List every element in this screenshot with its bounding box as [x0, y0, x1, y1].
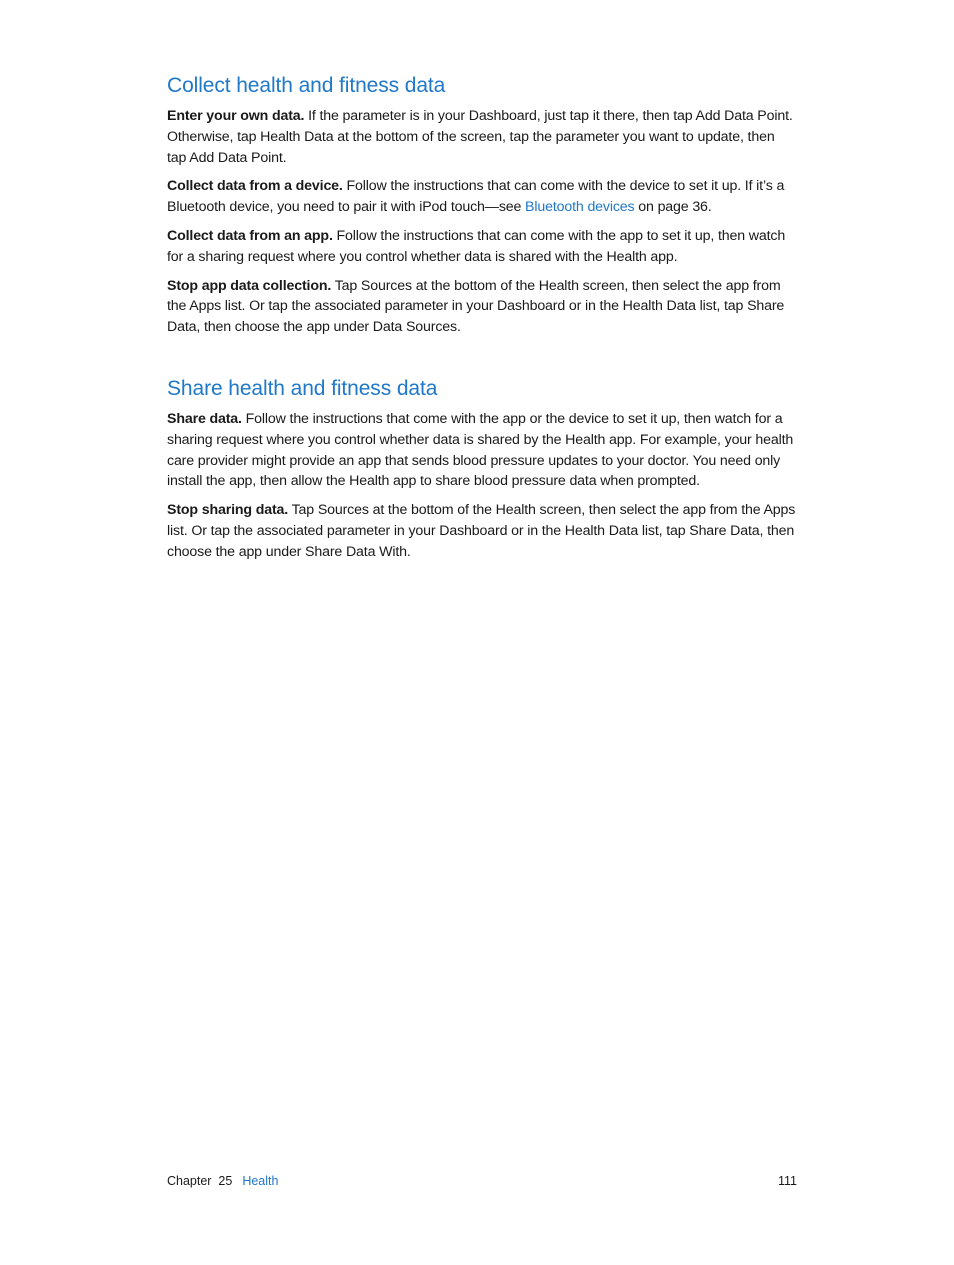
paragraph-text: Follow the instructions that can come with the device to set it up. If it’s a Bluetooth device, you need to pair it with iPod touch—see	[167, 178, 785, 216]
paragraph-text: Follow the instructions that come with the app or the device to set it up, then watch for a sharing request where you control whether data is shared by the Health app. For example, your health care provider might provide an app that sends blood pressure updates to your doctor. You need only install the app, then allow the Health app to share blood pressure data when prompted.	[167, 410, 794, 490]
paragraph-text: on page 36.	[634, 199, 712, 216]
paragraph-share-data	[167, 409, 797, 492]
paragraph-lead: Collect data from a device.	[167, 178, 343, 195]
paragraph-text: Tap Sources at the bottom of the Health screen, then select the app from the Apps list. Or tap the associated parameter in your Dashboard or in the Health Data list, tap Share Data, then choose the app under Share Data With.	[167, 502, 796, 560]
section-title-collect: Collect health and fitness data	[167, 74, 446, 97]
paragraph-lead: Collect data from an app.	[167, 227, 333, 244]
paragraph-lead: Stop sharing data.	[167, 502, 289, 519]
paragraph-lead: Share data.	[167, 410, 242, 427]
bluetooth-devices-link[interactable]: Bluetooth devices	[525, 199, 635, 216]
footer-chapter-label: Chapter 25	[167, 1174, 233, 1188]
page-footer	[167, 1173, 797, 1189]
footer-chapter-link[interactable]: Health	[242, 1174, 279, 1188]
paragraph-lead: Enter your own data.	[167, 108, 305, 124]
paragraph-stop-sharing	[167, 500, 797, 562]
paragraph-collect-from-app	[167, 226, 797, 268]
paragraph-enter-own-data	[167, 106, 797, 168]
paragraph-stop-app-collection	[167, 276, 797, 338]
footer-page-number: 111	[777, 1174, 797, 1188]
page-content	[167, 72, 797, 571]
paragraph-collect-from-device	[167, 176, 797, 218]
section-title-share: Share health and fitness data	[167, 376, 438, 400]
paragraph-text: Follow the instructions that can come with the app to set it up, then watch for a sharing request where you control whether data is shared with the Health app.	[167, 227, 786, 265]
paragraph-text: Tap Sources at the bottom of the Health screen, then select the app from the Apps list. Or tap the associated parameter in your Dashboard or in the Health Data list, tap Share Data, then choose the app under Data Sources.	[167, 277, 785, 336]
paragraph-text: If the parameter is in your Dashboard, just tap it there, then tap Add Data Point. Otherwise, tap Health Data at the bottom of the screen, tap the parameter you want to update, then tap Add Data Point.	[167, 108, 793, 166]
paragraph-lead: Stop app data collection.	[167, 277, 332, 294]
